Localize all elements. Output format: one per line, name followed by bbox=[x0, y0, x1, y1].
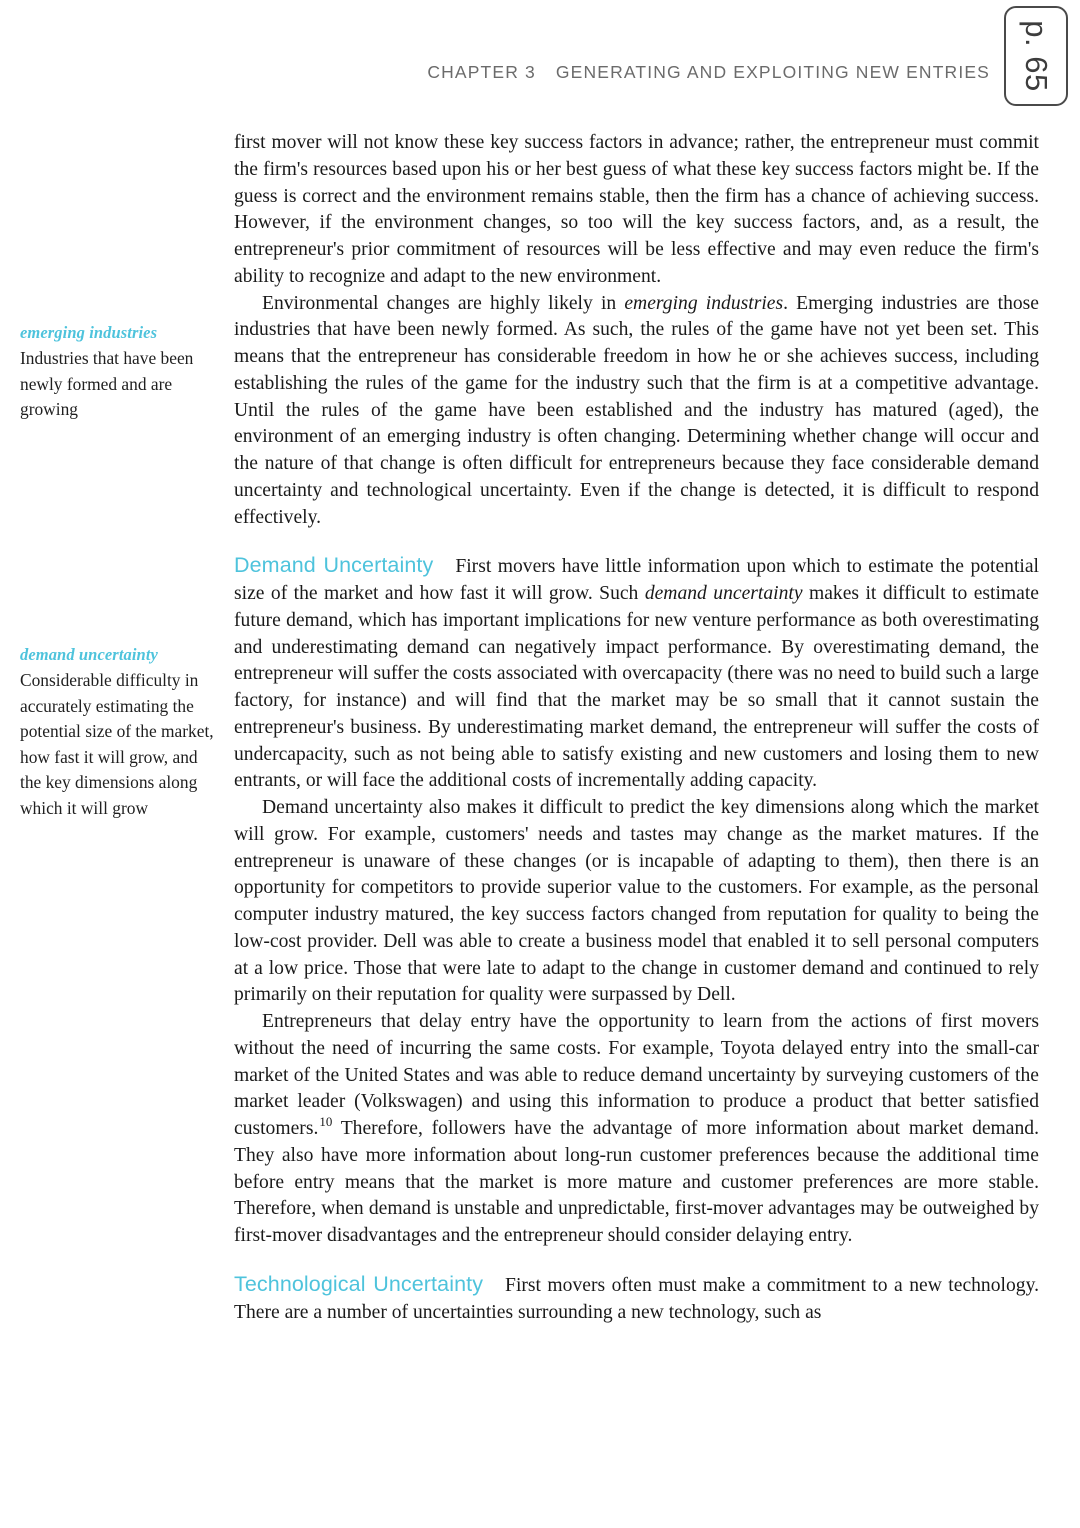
paragraph-text: First movers often must make a commitment to a new technology. There are a number of uncertainties surrounding a new technology, such as bbox=[234, 1274, 1039, 1323]
glossary-term: demand uncertainty bbox=[20, 645, 158, 664]
glossary-term: emerging industries bbox=[20, 323, 158, 342]
body-paragraph-1 bbox=[234, 130, 1039, 291]
running-head bbox=[0, 62, 990, 83]
paragraph-text-part: Therefore, followers have the advantage of more information about market demand. They also have more information about long-run customer preferences because the additional time before entry means that the market is more mature and customer preferences are more stable. Therefore, when demand is unstable and unpredictable, first-mover advantages may be outweighed by first-mover disadvantages and the entrepreneur should consider delaying entry. bbox=[234, 1118, 1039, 1246]
page-number-tab bbox=[1004, 6, 1068, 106]
main-text-column bbox=[234, 130, 1039, 1326]
paragraph-text-part: Environmental changes are highly likely in bbox=[262, 292, 625, 314]
body-paragraph-3 bbox=[234, 552, 1039, 795]
running-head-chapter-title: GENERATING AND EXPLOITING NEW ENTRIES bbox=[555, 62, 990, 82]
glossary-definition: Considerable difficulty in accurately estimating the potential size of the market, how fast it will grow, and the key dimensions along which it will grow bbox=[20, 670, 214, 818]
paragraph-text: first mover will not know these key success factors in advance; rather, the entrepreneur must commit the firm's resources based upon his or her best guess of what these key success factors might be. If the guess is correct and the environment remains stable, then the firm has a chance of achieving success. However, if the environment changes, so too will the key success factors, and, as a result, the entrepreneur's prior commitment of resources will be less effective and may even reduce the firm's ability to recognize and adapt to the new environment. bbox=[234, 132, 1039, 287]
body-paragraph-2 bbox=[234, 291, 1039, 532]
paragraph-text-part: First movers have little information upon which to estimate the potential size of the market and how fast it will grow. Such bbox=[234, 556, 1040, 604]
margin-note-emerging-industries bbox=[20, 322, 218, 423]
margin-note-demand-uncertainty bbox=[20, 644, 218, 822]
inline-emphasis-demand-uncertainty: demand uncertainty bbox=[644, 583, 803, 604]
glossary-definition: Industries that have been newly formed and are growing bbox=[20, 348, 194, 420]
paragraph-text-part: Entrepreneurs that delay entry have the opportunity to learn from the actions of first movers without the need of incurring the same costs. For example, Toyota delayed entry into the small-car market of the United States and was able to reduce demand uncertainty by surveying customers of the market leader (Volkswagen) and using this information to produce a product that better satisfied customers. bbox=[234, 1011, 1039, 1139]
section-heading-technological-uncertainty: Technological Uncertainty bbox=[234, 1271, 484, 1296]
running-head-chapter-label: CHAPTER 3 bbox=[427, 62, 536, 82]
body-paragraph-6 bbox=[234, 1271, 1039, 1327]
page-number-text: p. 65 bbox=[1019, 20, 1054, 92]
paragraph-text-part: makes it difficult to estimate future demand, which has important implications for new venture performance as both overestimating and underestimating demand can negatively impact performance. By overestimating demand, the entrepreneur will suffer the costs associated with overcapacity (there was no need to build such a large factory, for instance) and will find that the market may be so small that it cannot sustain the entrepreneur's business. By underestimating market demand, the entrepreneur will suffer the costs of undercapacity, such as not being able to satisfy existing and new customers and losing them to new entrants, or will face the additional costs of incrementally adding capacity. bbox=[234, 583, 1039, 792]
paragraph-text: Demand uncertainty also makes it difficult to predict the key dimensions along which the market will grow. For example, customers' needs and tastes may change as the market matures. If the entrepreneur is unaware of these changes (or is incapable of adapting to them), then there is an opportunity for competitors to provide superior value to the customers. For example, as the personal computer industry matured, the key success factors changed from reputation for quality to being the low-cost provider. Dell was able to create a business model that enabled it to sell personal computers at a low price. Those that were late to adapt to the change in customer demand and continued to rely primarily on their reputation for quality were surpassed by Dell. bbox=[234, 797, 1039, 1006]
body-paragraph-5 bbox=[234, 1009, 1039, 1250]
section-heading-demand-uncertainty: Demand Uncertainty bbox=[234, 553, 434, 578]
paragraph-text-part: . Emerging industries are those industries that have been newly formed. As such, the rules of the game have not yet been set. This means that the entrepreneur has considerable freedom in how he or she achieves success, including establishing the rules of the game for the industry such that the firm is at a competitive advantage. Until the rules of the game have been established and the industry has matured (aged), the environment of an emerging industry is often changing. Determining whether change will occur and the nature of that change is often difficult for entrepreneurs because they face considerable demand uncertainty and technological uncertainty. Even if the change is detected, it is difficult to respond effectively. bbox=[234, 292, 1040, 528]
footnote-reference-10: 10 bbox=[319, 1114, 333, 1130]
body-paragraph-4 bbox=[234, 795, 1039, 1009]
inline-emphasis-emerging-industries: emerging industries bbox=[624, 292, 784, 314]
